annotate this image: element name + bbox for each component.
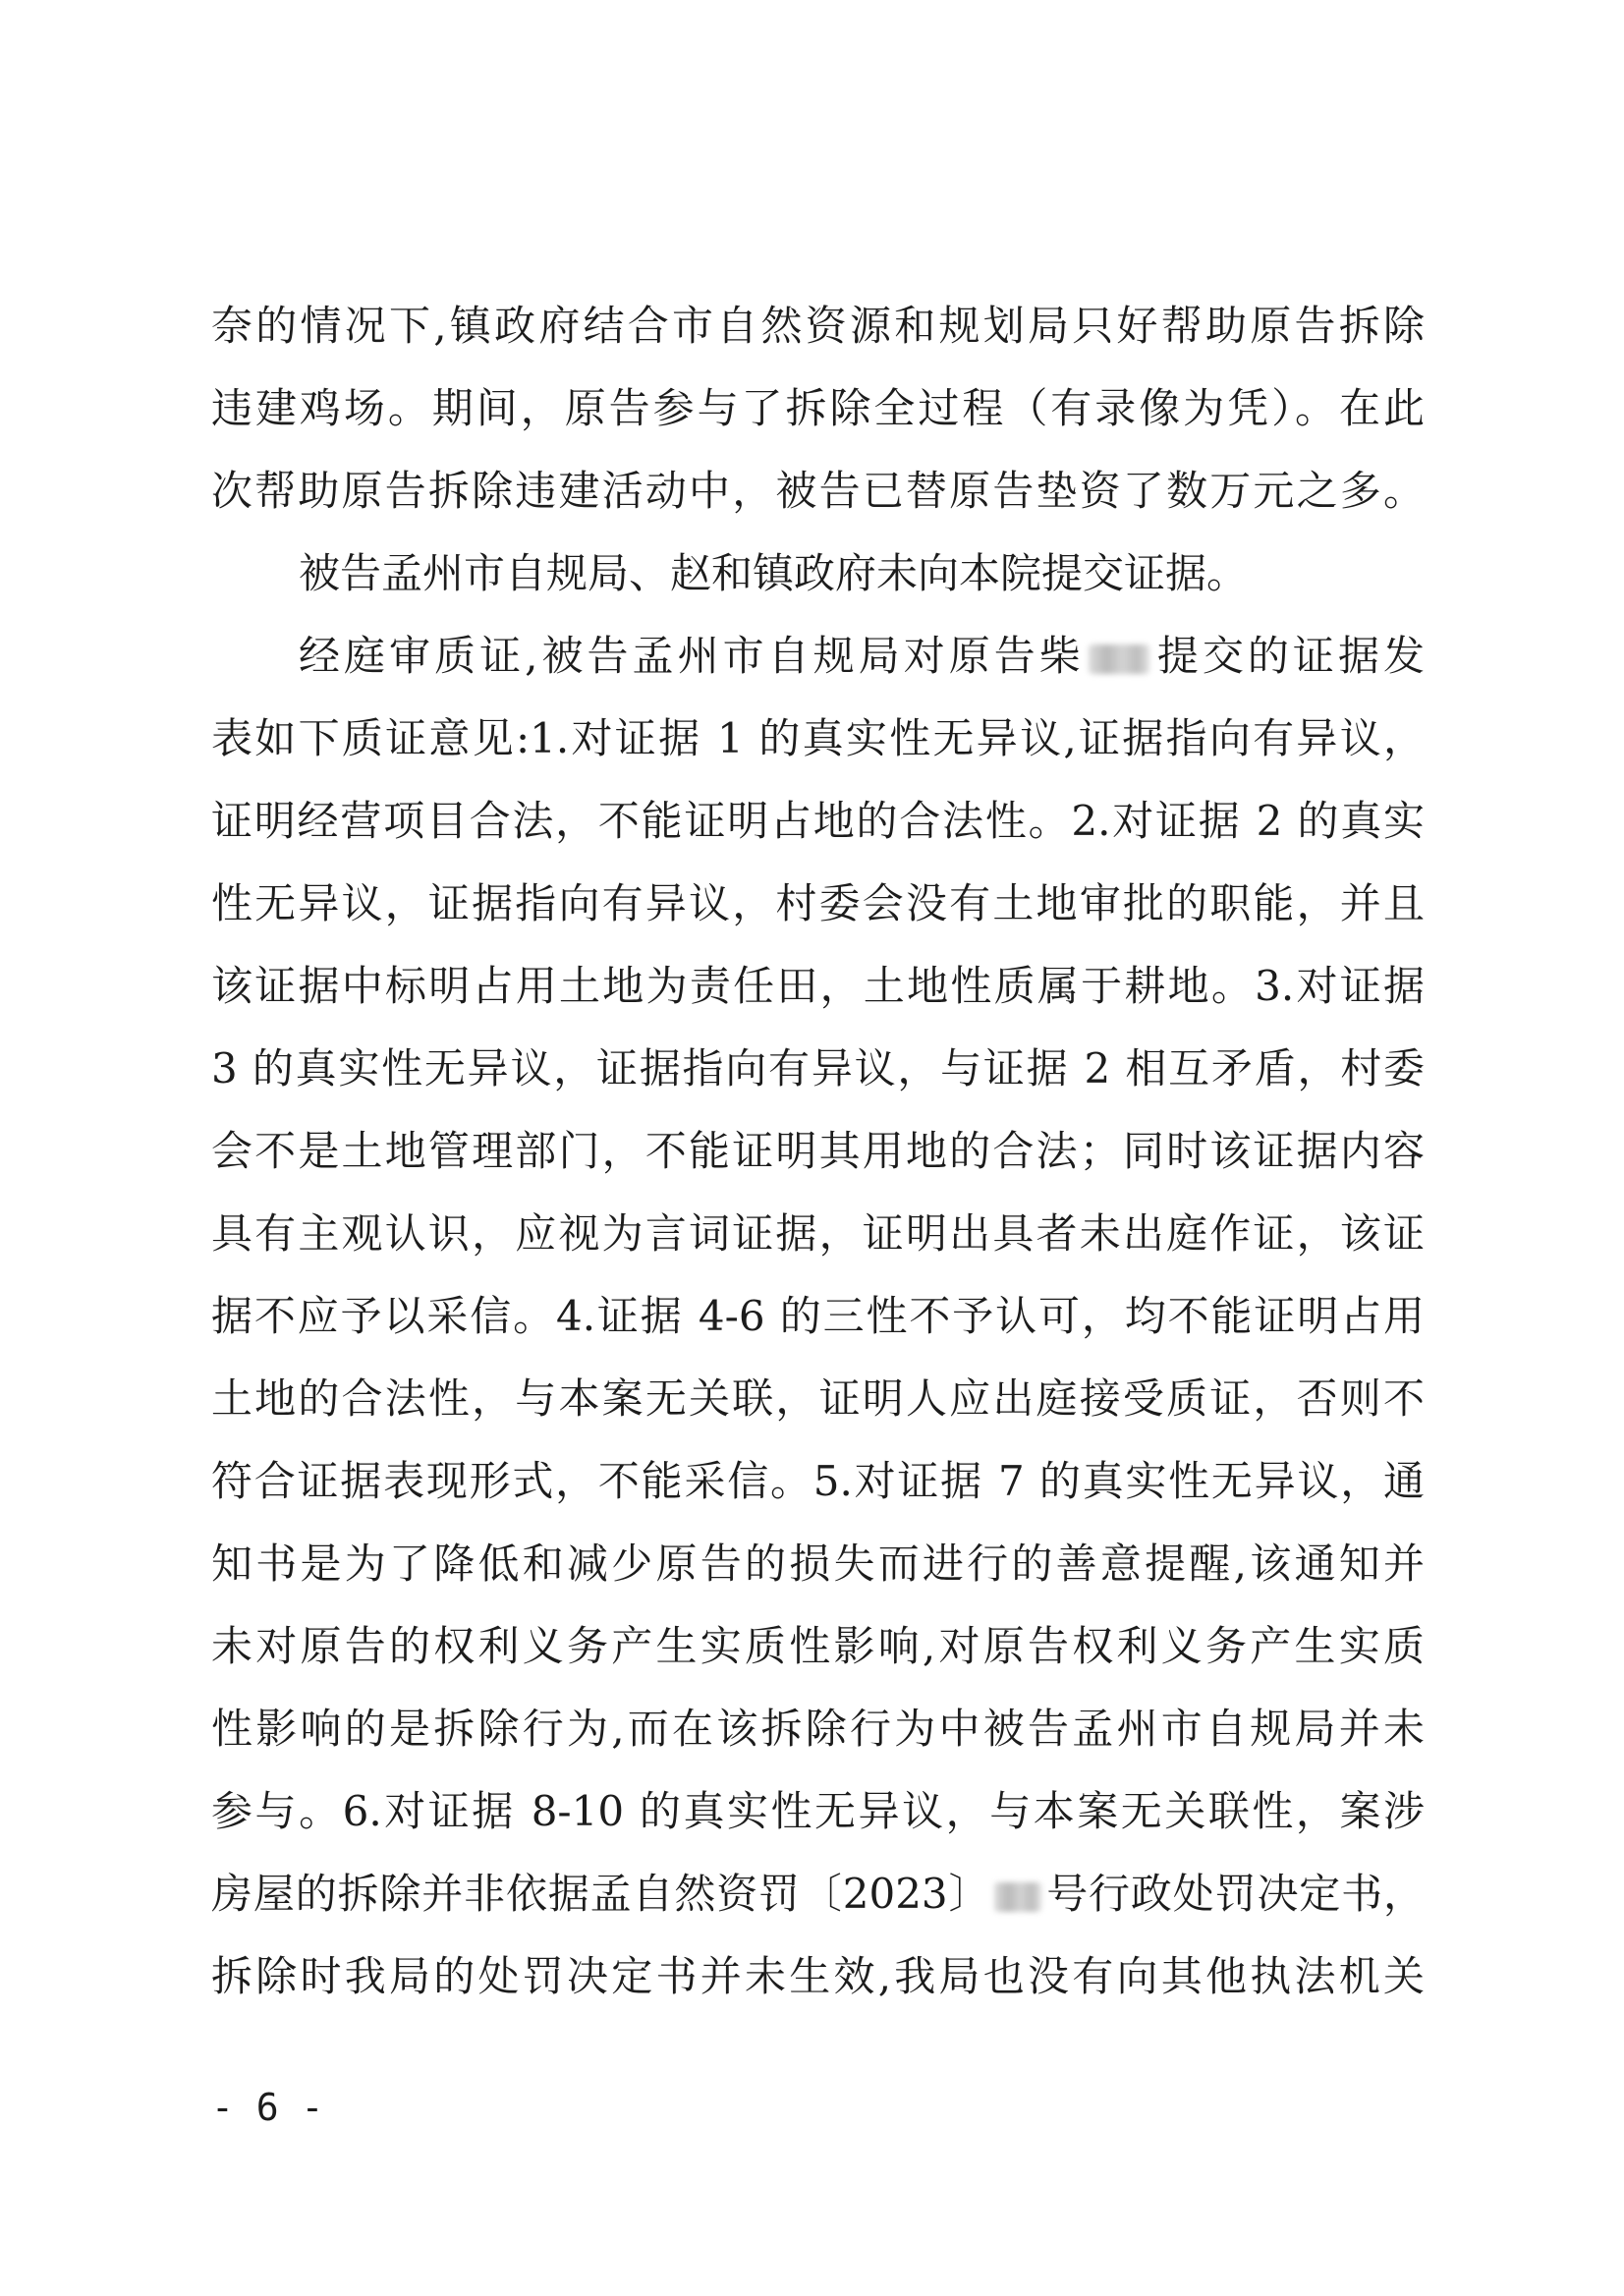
text-line-17: 未对原告的权利义务产生实质性影响,对原告权利义务产生实质 <box>211 1622 1425 1670</box>
text-line-20 <box>211 1859 1425 1930</box>
text-line-5-before: 经庭审质证,被告孟州市自规局对原告柴 <box>299 632 1085 680</box>
text-line-21: 拆除时我局的处罚决定书并未生效,我局也没有向其他执法机关 <box>211 1952 1425 2000</box>
text-line-16: 知书是为了降低和减少原告的损失而进行的善意提醒,该通知并 <box>211 1540 1425 1588</box>
text-line-10: 3 的真实性无异议，证据指向有异议，与证据 2 相互矛盾，村委 <box>211 1044 1425 1092</box>
text-line-9: 该证据中标明占用土地为责任田，土地性质属于耕地。3.对证据 <box>211 962 1425 1010</box>
redacted-name <box>1089 644 1149 674</box>
text-line-20-before: 房屋的拆除并非依据孟自然资罚〔2023〕 <box>211 1870 991 1918</box>
page-number: - 6 - <box>211 2086 324 2129</box>
text-line-8: 性无异议，证据指向有异议，村委会没有土地审批的职能，并且 <box>211 879 1425 927</box>
text-line-14: 土地的合法性，与本案无关联，证明人应出庭接受质证，否则不 <box>211 1374 1425 1423</box>
text-line-18: 性影响的是拆除行为,而在该拆除行为中被告孟州市自规局并未 <box>211 1705 1425 1753</box>
text-line-7: 证明经营项目合法，不能证明占地的合法性。2.对证据 2 的真实 <box>211 797 1425 845</box>
text-line-20-after: 号行政处罚决定书， <box>1045 1870 1425 1918</box>
text-line-15: 符合证据表现形式，不能采信。5.对证据 7 的真实性无异议，通 <box>211 1457 1425 1505</box>
text-line-6: 表如下质证意见:1.对证据 1 的真实性无异议,证据指向有异议， <box>211 714 1425 762</box>
text-line-4: 被告孟州市自规局、赵和镇政府未向本院提交证据。 <box>299 549 1249 597</box>
text-line-13: 据不应予以采信。4.证据 4-6 的三性不予认可，均不能证明占用 <box>211 1292 1425 1340</box>
text-line-11: 会不是土地管理部门，不能证明其用地的合法；同时该证据内容 <box>211 1127 1425 1175</box>
text-line-1: 奈的情况下,镇政府结合市自然资源和规划局只好帮助原告拆除 <box>211 302 1425 350</box>
text-line-3: 次帮助原告拆除违建活动中，被告已替原告垫资了数万元之多。 <box>211 467 1425 515</box>
text-line-12: 具有主观认识，应视为言词证据，证明出具者未出庭作证，该证 <box>211 1209 1425 1258</box>
text-line-5-after: 提交的证据发 <box>1152 632 1425 680</box>
text-line-5 <box>299 621 1425 692</box>
text-line-2: 违建鸡场。期间，原告参与了拆除全过程（有录像为凭）。在此 <box>211 384 1425 432</box>
text-line-19: 参与。6.对证据 8-10 的真实性无异议，与本案无关联性，案涉 <box>211 1787 1425 1835</box>
redacted-number <box>994 1882 1041 1912</box>
